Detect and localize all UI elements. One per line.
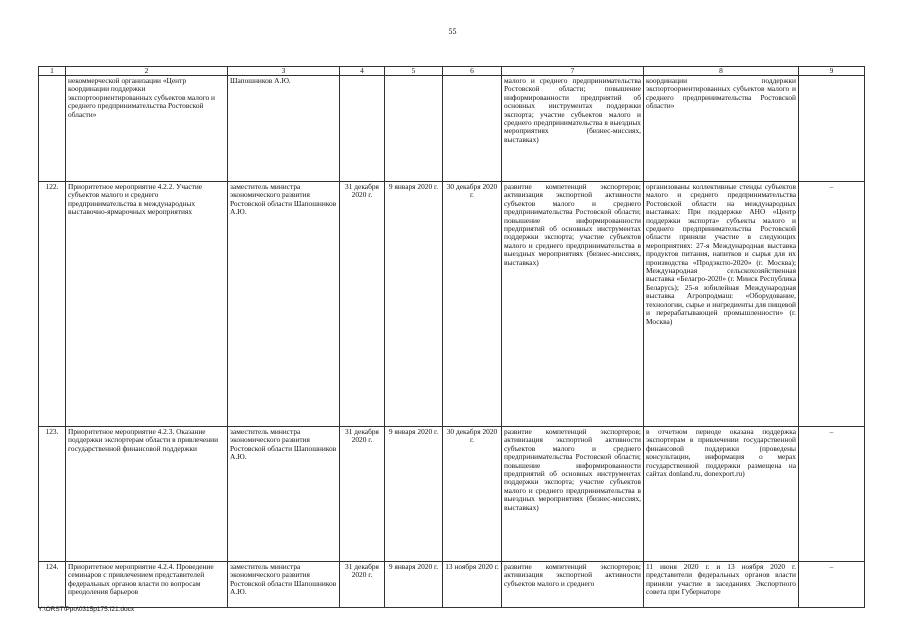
responsible-cell: заместитель министра экономического развития Ростовской области Шапошников А.Ю. [228, 427, 340, 562]
deadline-cell: 31 декабря 2020 г. [340, 427, 385, 562]
row-number: 123. [39, 427, 66, 562]
start-cell: 9 января 2020 г. [385, 182, 443, 427]
column-header: 4 [340, 67, 385, 76]
table-row [39, 427, 865, 562]
table-header-row [39, 67, 865, 76]
page-number: 55 [448, 27, 457, 36]
outcome-cell: в отчетном периоде оказана поддержка экспортерам в привлечении государственной финансовой поддержки (проведены консультации, информация о мерах государственной поддержки размещена на сайтах donland.ru, donexport.ru) [644, 427, 799, 562]
note-cell: – [799, 427, 865, 562]
column-header: 7 [502, 67, 644, 76]
row-number [39, 76, 66, 182]
end-cell [443, 76, 502, 182]
result-cell: малого и среднего предпринимательства Ростовской области; повышение информированности предприятий об основных инструментах поддержки экспорта; участие субъектов малого и среднего предпринимательства в выездных мероприятиях (бизнес-миссиях, выставках) [502, 76, 644, 182]
row-number: 122. [39, 182, 66, 427]
responsible-cell: заместитель министра экономического развития Ростовской области Шапошников А.Ю. [228, 182, 340, 427]
outcome-cell: 11 июня 2020 г. и 13 ноября 2020 г. представители федеральных органов власти приняли участие в заседаниях Экспортного совета при Губернаторе [644, 562, 799, 608]
start-cell: 9 января 2020 г. [385, 427, 443, 562]
column-header: 8 [644, 67, 799, 76]
column-header: 6 [443, 67, 502, 76]
event-cell: Приоритетное мероприятие 4.2.4. Проведение семинаров с привлечением представителей федеральных органов власти по вопросам преодоления барьеров [66, 562, 228, 608]
note-cell: – [799, 182, 865, 427]
result-cell: развитие компетенций экспортеров; активизация экспортной активности субъектов малого и среднего [502, 562, 644, 608]
column-header: 3 [228, 67, 340, 76]
table-row [39, 562, 865, 608]
end-cell: 30 декабря 2020 г. [443, 427, 502, 562]
result-cell: развитие компетенций экспортеров; активизация экспортной активности субъектов малого и среднего предпринимательства Ростовской области; повышение информированности предприятий об основных инструментах поддержки экспорта; участие субъектов малого и среднего предпринимательства в выездных мероприятиях (бизнес-миссиях, выставках) [502, 182, 644, 427]
report-table [38, 66, 865, 608]
start-cell [385, 76, 443, 182]
table-row [39, 76, 865, 182]
table-row [39, 182, 865, 427]
responsible-cell: заместитель министра экономического развития Ростовской области Шапошников А.Ю. [228, 562, 340, 608]
event-cell: Приоритетное мероприятие 4.2.2. Участие субъектов малого и среднего предпринимательства в международных выставочно-ярмарочных мероприятиях [66, 182, 228, 427]
start-cell: 9 января 2020 г. [385, 562, 443, 608]
note-cell: – [799, 562, 865, 608]
note-cell [799, 76, 865, 182]
responsible-cell: Шапошников А.Ю. [228, 76, 340, 182]
deadline-cell [340, 76, 385, 182]
outcome-cell: координации поддержки экспортоориентированных субъектов малого и среднего предпринимательства Ростовской области» [644, 76, 799, 182]
event-cell: некоммерческой организации «Центр координации поддержки экспортоориентированных субъектов малого и среднего предпринимательства Ростовской области» [66, 76, 228, 182]
end-cell: 30 декабря 2020 г. [443, 182, 502, 427]
event-cell: Приоритетное мероприятие 4.2.3. Оказание поддержки экспортерам области в привлечении государственной финансовой поддержки [66, 427, 228, 562]
column-header: 9 [799, 67, 865, 76]
column-header: 1 [39, 67, 66, 76]
column-header: 2 [66, 67, 228, 76]
outcome-cell: организованы коллективные стенды субъектов малого и среднего предпринимательства Ростовской области на международных выставках: При поддержке АНО «Центр поддержки экспорта» субъекты малого и среднего предпринимательства Ростовской области приняли участие в следующих мероприятиях: 27-я Международная выставка продуктов питания, напитков и сырья для их производства «Продэкспо-2020» (г. Москва); Международная сельскохозяйственная выставка «Белагро-2020» (г. Минск Республика Беларусь); 25-я юбилейная Международная выставка Агропродмаш: «Оборудование, технологии, сырье и ингредиенты для пищевой и перерабатывающей промышленности» (г. Москва) [644, 182, 799, 427]
result-cell: развитие компетенций экспортеров; активизация экспортной активности субъектов малого и среднего предпринимательства Ростовской области; повышение информированности предприятий об основных инструментах поддержки экспорта; участие субъектов малого и среднего предпринимательства в выездных мероприятиях (бизнес-миссиях, выставках) [502, 427, 644, 562]
deadline-cell: 31 декабря 2020 г. [340, 562, 385, 608]
row-number: 124. [39, 562, 66, 608]
file-path-footer: Y:\ORST\Ppo\0315p175.f21.docx [38, 606, 135, 613]
end-cell: 13 ноября 2020 г. [443, 562, 502, 608]
column-header: 5 [385, 67, 443, 76]
deadline-cell: 31 декабря 2020 г. [340, 182, 385, 427]
